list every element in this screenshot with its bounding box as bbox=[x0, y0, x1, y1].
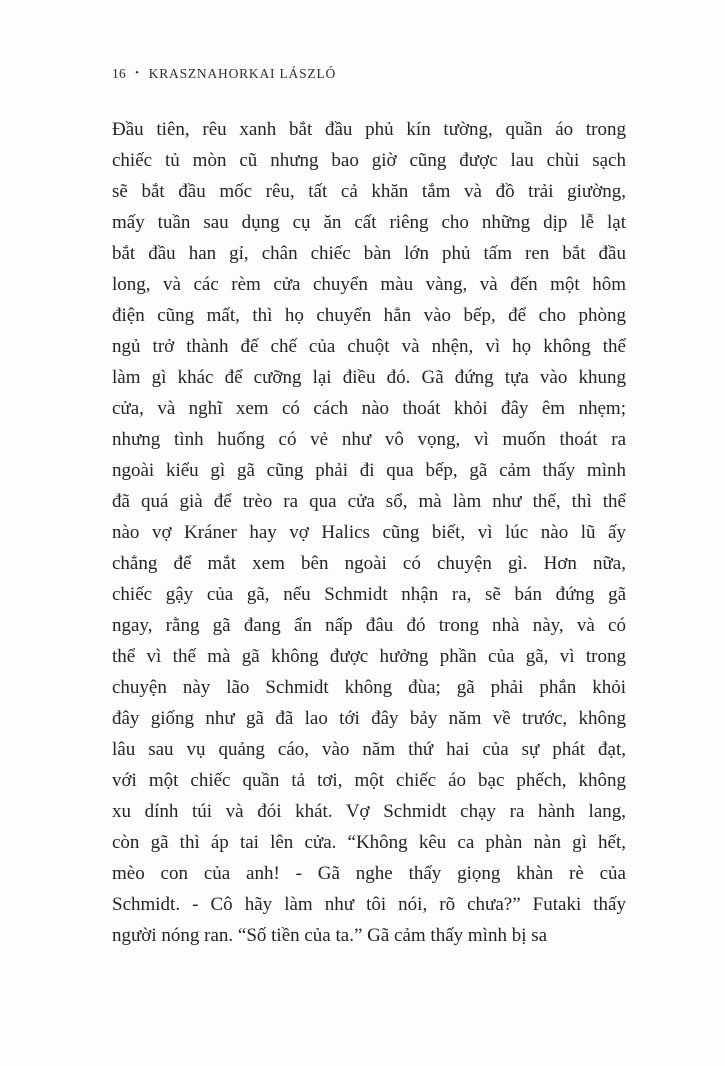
text-line: chiếc gậy của gã, nếu Schmidt nhận ra, sẽ bán đứng gã bbox=[112, 584, 626, 605]
text-line: chiếc tủ mòn cũ nhưng bao giờ cũng được lau chùi sạch bbox=[112, 150, 626, 171]
text-line: nhưng tình huống có vẻ như vô vọng, vì muốn thoát ra bbox=[112, 429, 626, 450]
text-line: làm gì khác để cưỡng lại điều đó. Gã đứng tựa vào khung bbox=[112, 367, 626, 388]
body-text bbox=[112, 114, 626, 951]
text-line: long, và các rèm cửa chuyển màu vàng, và đến một hôm bbox=[112, 274, 626, 295]
text-line: nào vợ Kráner hay vợ Halics cũng biết, vì lúc nào lũ ấy bbox=[112, 522, 626, 543]
text-line: Đầu tiên, rêu xanh bắt đầu phủ kín tường, quần áo trong bbox=[112, 119, 626, 140]
text-line: điện cũng mất, thì họ chuyển hẳn vào bếp, để cho phòng bbox=[112, 305, 626, 326]
running-head bbox=[112, 66, 336, 82]
text-line: xu dính túi và đói khát. Vợ Schmidt chạy ra hành lang, bbox=[112, 801, 626, 822]
text-line: thể vì thế mà gã không được hưởng phần của gã, vì trong bbox=[112, 646, 626, 667]
text-line: ngoài kiểu gì gã cũng phải đi qua bếp, gã cảm thấy mình bbox=[112, 460, 626, 481]
text-line: với một chiếc quần tả tơi, một chiếc áo bạc phếch, không bbox=[112, 770, 626, 791]
text-line: sẽ bắt đầu mốc rêu, tất cả khăn tắm và đồ trải giường, bbox=[112, 181, 626, 202]
text-line: còn gã thì áp tai lên cửa. “Không kêu ca phàn nàn gì hết, bbox=[112, 832, 626, 853]
separator-dot-icon: • bbox=[135, 67, 140, 79]
text-line: bắt đầu han gỉ, chân chiếc bàn lớn phủ tấm ren bắt đầu bbox=[112, 243, 626, 264]
text-line: ngủ trở thành đế chế của chuột và nhện, vì họ không thể bbox=[112, 336, 626, 357]
text-line: mấy tuần sau dụng cụ ăn cất riêng cho những dịp lễ lạt bbox=[112, 212, 626, 233]
text-line: mèo con của anh! - Gã nghe thấy giọng khàn rè của bbox=[112, 863, 626, 884]
text-line: đã quá già để trèo ra qua cửa sổ, mà làm như thế, thì thể bbox=[112, 491, 626, 512]
running-head-author: KRASZNAHORKAI LÁSZLÓ bbox=[148, 66, 337, 81]
text-line: người nóng ran. “Số tiền của ta.” Gã cảm thấy mình bị sa bbox=[112, 925, 548, 946]
text-line: lâu sau vụ quảng cáo, vào năm thứ hai của sự phát đạt, bbox=[112, 739, 626, 760]
text-line: ngay, rằng gã đang ẩn nấp đâu đó trong nhà này, và có bbox=[112, 615, 626, 636]
text-line: chuyện này lão Schmidt không đùa; gã phải phắn khỏi bbox=[112, 677, 626, 698]
text-line: đây giống như gã đã lao tới đây bảy năm về trước, không bbox=[112, 708, 626, 729]
text-line: Schmidt. - Cô hãy làm như tôi nói, rõ chưa?” Futaki thấy bbox=[112, 894, 626, 915]
text-line: cửa, và nghĩ xem có cách nào thoát khỏi đây êm nhẹm; bbox=[112, 398, 626, 419]
page-number: 16 bbox=[112, 66, 127, 81]
text-line: chẳng để mắt xem bên ngoài có chuyện gì. Hơn nữa, bbox=[112, 553, 626, 574]
